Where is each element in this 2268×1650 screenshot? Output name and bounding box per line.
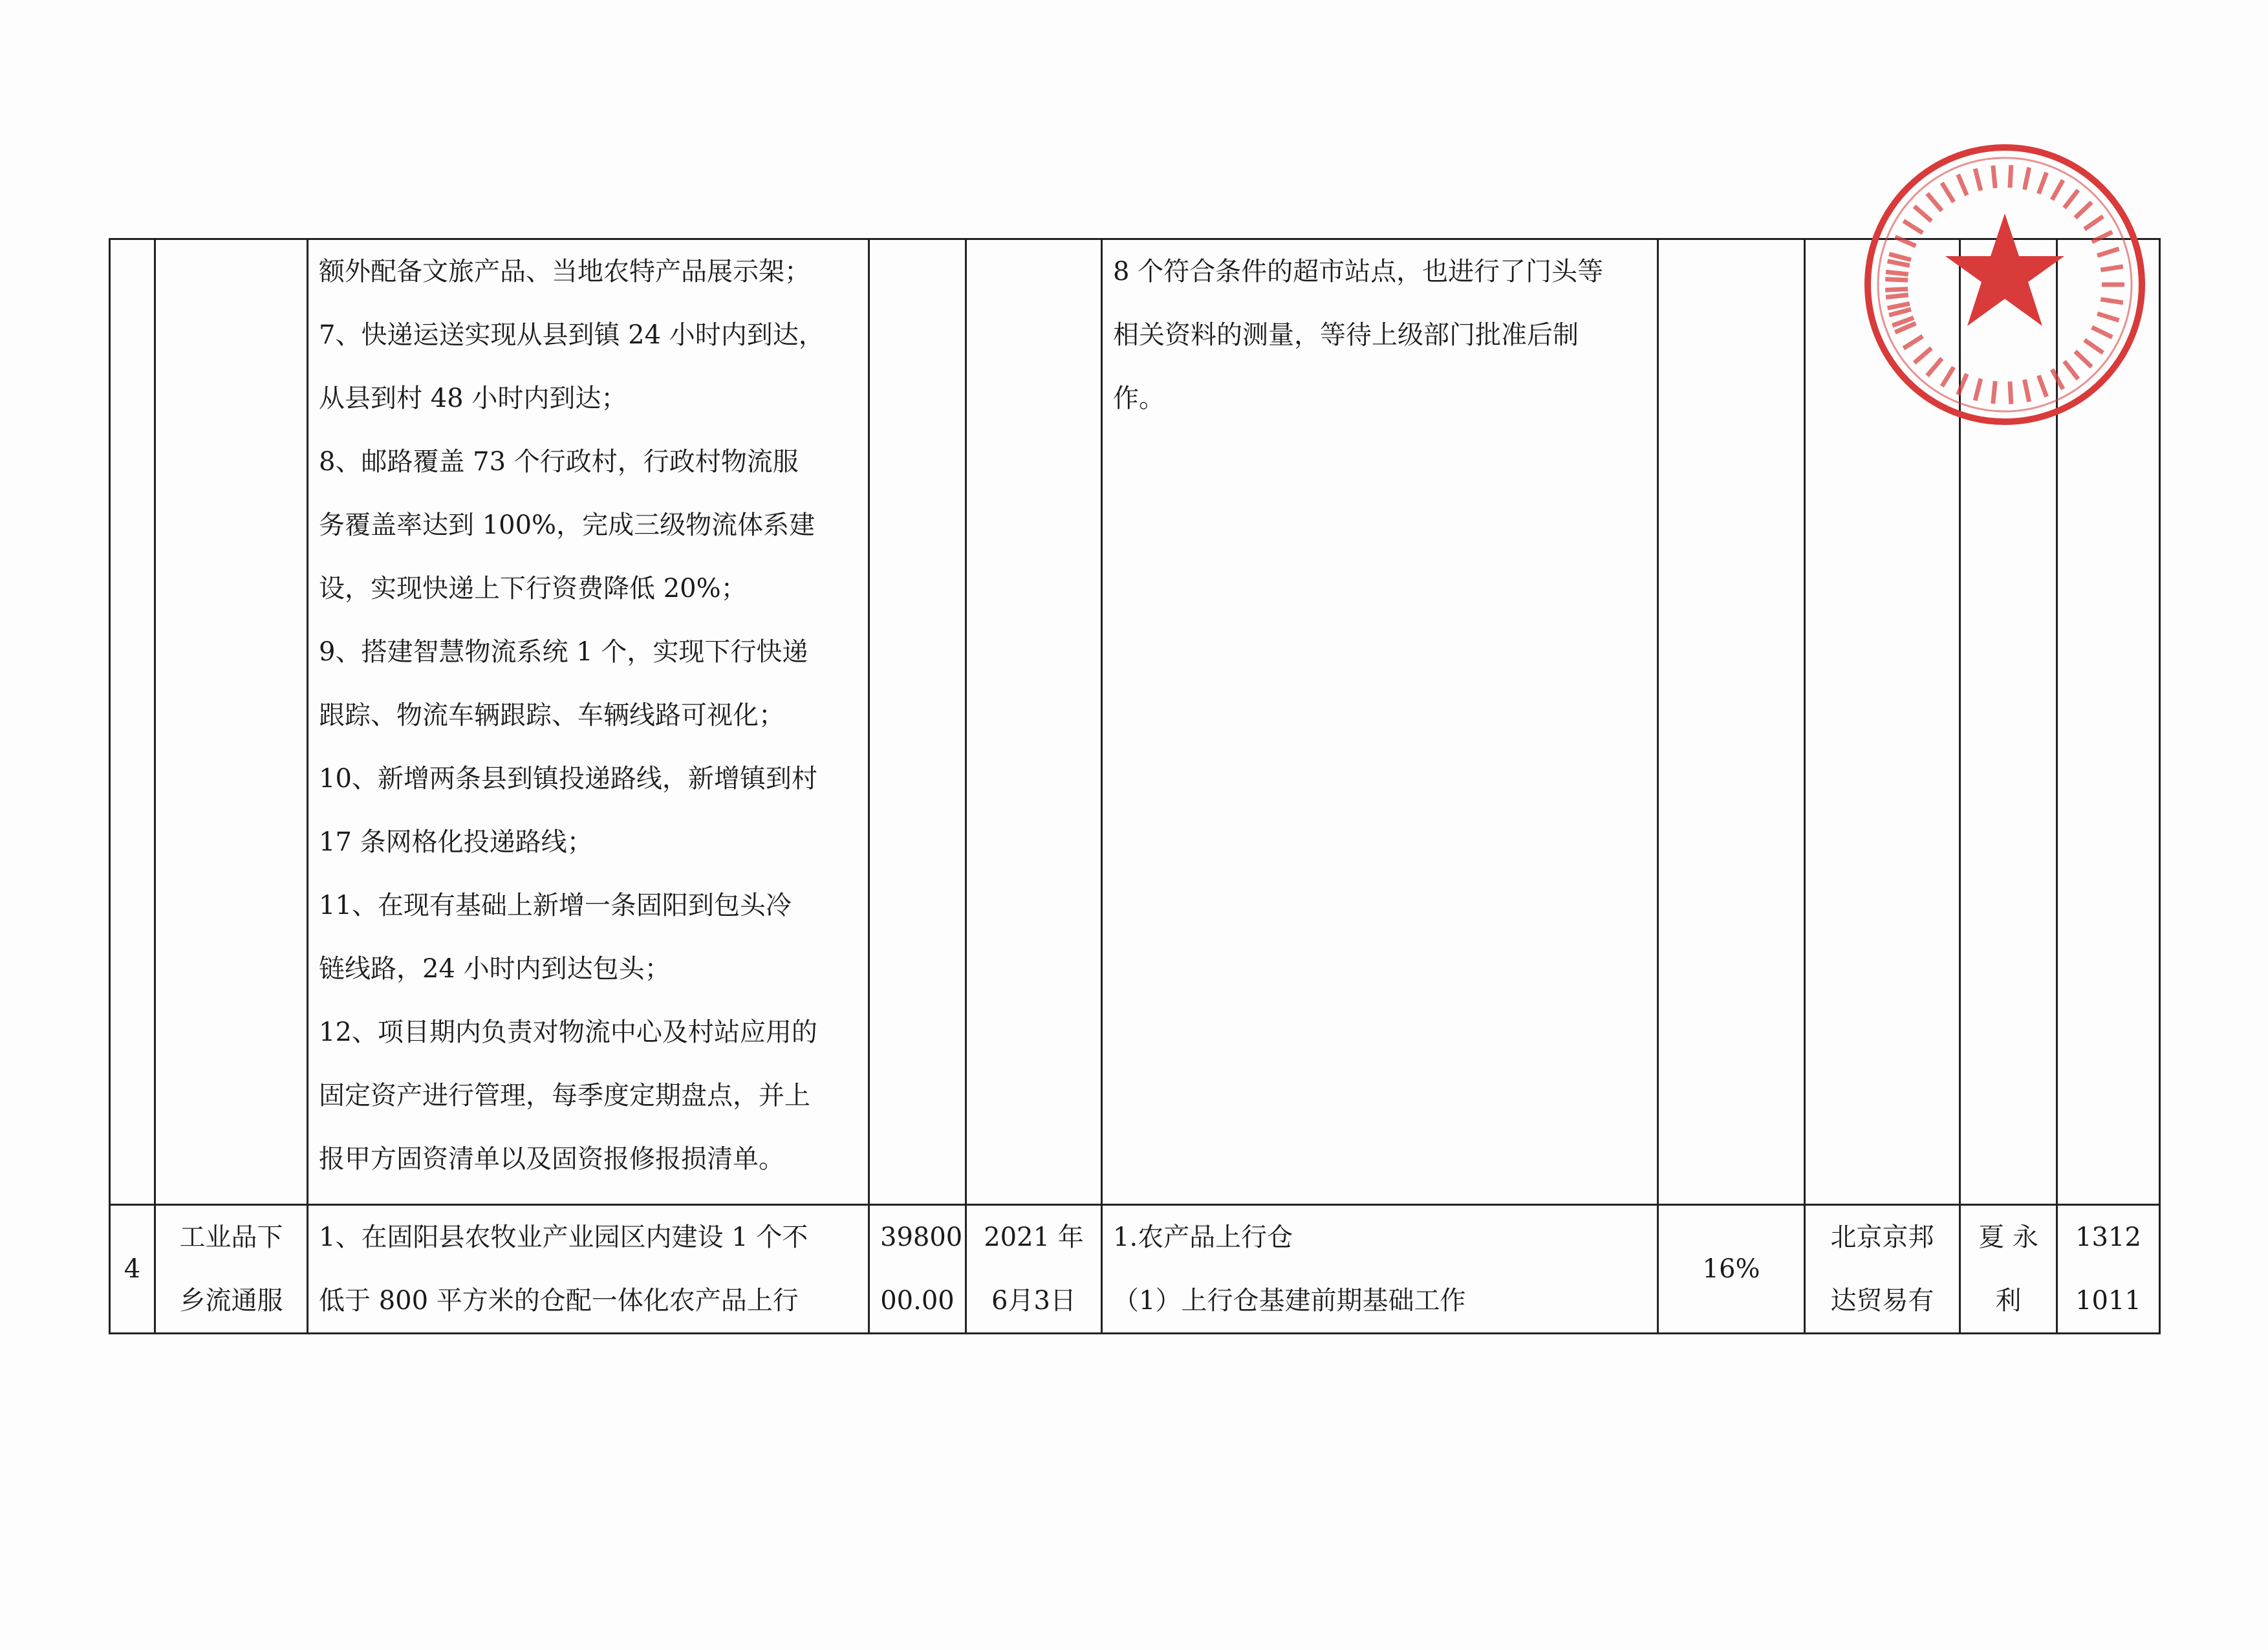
content-line: 固定资产进行管理，每季度定期盘点，并上 xyxy=(319,1081,810,1111)
cell-content xyxy=(308,1205,869,1334)
content-line: 设，实现快递上下行资费降低 20%； xyxy=(319,574,747,603)
content-line: 9、搭建智慧物流系统 1 个，实现下行快递 xyxy=(319,637,808,667)
amount-line: 00.00 xyxy=(880,1286,955,1316)
seal-glyph-stroke xyxy=(1942,183,1954,202)
cell-person xyxy=(1960,1205,2057,1334)
cell-company xyxy=(1805,1205,1960,1334)
cell-phone xyxy=(2057,239,2160,1205)
seal-glyph-stroke xyxy=(2038,173,2046,194)
cell-rate xyxy=(1658,239,1805,1205)
content-line: 7、快递运送实现从县到镇 24 小时内到达， xyxy=(319,320,825,350)
content-line: 12、项目期内负责对物流中心及村站应用的 xyxy=(319,1017,817,1047)
date-line: 2021 年 xyxy=(984,1222,1084,1252)
cell-date xyxy=(966,239,1102,1205)
seal-glyph-stroke xyxy=(2084,216,2103,229)
table-row-4 xyxy=(110,1205,2160,1334)
phone-line: 1312 xyxy=(2075,1222,2141,1252)
cell-date xyxy=(966,1205,1102,1334)
cell-index: 4 xyxy=(110,1205,155,1334)
progress-line: 相关资料的测量，等待上级部门批准后制 xyxy=(1113,320,1579,350)
seal-glyph-stroke xyxy=(1975,169,1981,191)
progress-line: 8 个符合条件的超市站点，也进行了门头等 xyxy=(1113,257,1604,287)
name-line: 工业品下 xyxy=(179,1222,283,1252)
seal-glyph-stroke xyxy=(2052,180,2063,200)
content-line: 从县到村 48 小时内到达； xyxy=(319,384,627,413)
cell-name xyxy=(155,1205,308,1334)
project-table xyxy=(109,238,2161,1334)
seal-glyph-stroke xyxy=(2010,165,2011,188)
content-line: 17 条网格化投递路线； xyxy=(319,827,593,857)
cell-name xyxy=(155,239,308,1205)
cell-company xyxy=(1805,239,1960,1205)
cell-content xyxy=(308,239,869,1205)
amount-line: 39800 xyxy=(880,1222,963,1252)
progress-line: （1）上行仓基建前期基础工作 xyxy=(1113,1286,1466,1316)
seal-glyph-stroke xyxy=(1958,175,1967,195)
content-line: 额外配备文旅产品、当地农特产品展示架； xyxy=(319,257,810,287)
progress-line: 1.农产品上行仓 xyxy=(1113,1222,1293,1252)
seal-glyph-stroke xyxy=(2064,190,2078,208)
cell-progress xyxy=(1102,1205,1658,1334)
cell-progress xyxy=(1102,239,1658,1205)
seal-glyph-stroke xyxy=(2075,202,2091,218)
content-line: 链线路，24 小时内到达包头； xyxy=(319,954,671,984)
cell-rate: 16% xyxy=(1658,1205,1805,1334)
content-line: 跟踪、物流车辆跟踪、车辆线路可视化； xyxy=(319,700,784,730)
cell-amount xyxy=(869,1205,966,1334)
content-line: 11、在现有基础上新增一条固阳到包头冷 xyxy=(319,891,792,920)
cell-phone xyxy=(2057,1205,2160,1334)
table-row-continued xyxy=(110,239,2160,1205)
content-line: 低于 800 平方米的仓配一体化农产品上行 xyxy=(319,1286,799,1316)
seal-glyph-stroke xyxy=(2025,168,2029,190)
company-line: 达贸易有 xyxy=(1830,1286,1934,1316)
content-line: 报甲方固资清单以及固资报修报损清单。 xyxy=(319,1144,784,1174)
content-line: 务覆盖率达到 100%，完成三级物流体系建 xyxy=(319,510,815,540)
content-line: 10、新增两条县到镇投递路线，新增镇到村 xyxy=(319,764,817,794)
cell-amount xyxy=(869,239,966,1205)
phone-line: 1011 xyxy=(2075,1286,2141,1316)
content-line: 1、在固阳县农牧业产业园区内建设 1 个不 xyxy=(319,1222,808,1252)
company-line: 北京京邦 xyxy=(1830,1222,1934,1252)
progress-line: 作。 xyxy=(1113,384,1165,413)
cell-person xyxy=(1960,239,2057,1205)
person-line: 夏 永 xyxy=(1978,1222,2038,1252)
date-line: 6月3日 xyxy=(991,1286,1076,1316)
seal-glyph-stroke xyxy=(1914,206,1931,221)
seal-glyph-stroke xyxy=(1903,221,1923,233)
person-line: 利 xyxy=(1995,1286,2022,1316)
cell-index xyxy=(110,239,155,1205)
name-line: 乡流通服 xyxy=(179,1286,283,1316)
content-line: 8、邮路覆盖 73 个行政村，行政村物流服 xyxy=(319,447,799,477)
seal-glyph-stroke xyxy=(1927,193,1942,211)
seal-glyph-stroke xyxy=(1993,166,1995,188)
